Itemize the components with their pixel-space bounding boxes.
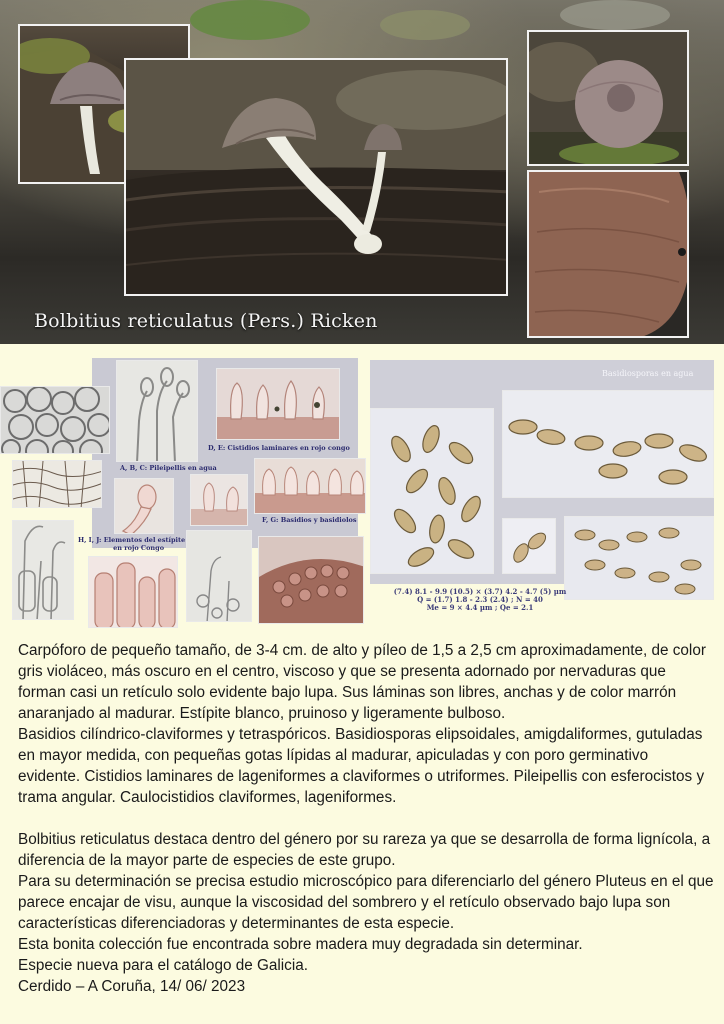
spore-measurements xyxy=(374,588,586,612)
micro-photo-cheilocystidia-e xyxy=(114,478,174,534)
background-foliage xyxy=(190,0,310,40)
paragraph-habitat: Esta bonita colección fue encontrada sobre madera muy degradada sin determinar. xyxy=(18,936,583,953)
micro-photo-pileipellis-c xyxy=(12,460,102,508)
species-description xyxy=(18,640,714,997)
caption-basidiosporas: Basidiosporas en agua xyxy=(602,369,694,378)
background-foliage xyxy=(560,0,670,30)
location-date: Cerdido – A Coruña, 14/ 06/ 2023 xyxy=(18,978,246,995)
caption-f-g: F, G: Basidios y basidiolos xyxy=(262,516,357,524)
micro-photo-stipe-h xyxy=(12,520,74,620)
caption-a-b-c: A, B, C: Pileipellis en agua xyxy=(120,464,217,472)
caption-h-i-j-line1: H, I, J: Elementos del estípite xyxy=(78,536,186,544)
paragraph-determination: Para su determinación se precisa estudio microscópico para diferenciarlo del género Pluteus en el que parece encajar de visu, aunque la viscosidad del sombrero y el retículo observado bajo lupa son características diferenciadoras y determinantes de esta especie. xyxy=(18,873,714,932)
micro-photo-spores-small xyxy=(502,518,556,574)
photo-main-mushrooms xyxy=(124,58,508,296)
caption-h-i-j xyxy=(78,536,185,552)
photo-cap-surface-closeup xyxy=(527,170,689,338)
spore-stats-line2: Q = (1.7) 1.8 - 2.3 (2.4) ; N = 40 xyxy=(417,595,543,604)
paragraph-rarity: Bolbitius reticulatus destaca dentro del género por su rareza ya que se desarrolla de forma lignícola, a diferencia de la mayor parte de especies de este grupo. xyxy=(18,831,711,869)
paragraph-microscopy: Basidios cilíndrico-claviformes y tetraspóricos. Basidiosporas elipsoidales, amigdaliformes, gutuladas en mayor medida, con pequeñas gotas lípidas al madurar, apiculadas y con poro germinativo evidente. Cistidios laminares de lageniformes a claviformes o utriformes. Pileipellis con esferocistos y trama angular. Caulocistidios claviformes, lageniformes. xyxy=(18,726,705,806)
spore-stats-line3: Me = 9 × 4.4 µm ; Qe = 2.1 xyxy=(426,603,534,612)
caption-h-i-j-line2: en rojo Congo xyxy=(113,544,165,552)
micro-photo-cheilocystidia-e2 xyxy=(190,474,248,526)
micro-photo-pileipellis-b xyxy=(116,360,198,462)
paragraph-macroscopy: Carpóforo de pequeño tamaño, de 3-4 cm. de alto y píleo de 1,5 a 2,5 cm aproximadamente, de color gris violáceo, más oscuro en el centro, viscoso y que se presenta adornado por nervaduras que forman casi un retículo solo evidente bajo lupa. Sus láminas son libres, anchas y de color marrón anaranjado al madurar. Estípite blanco, pruinoso y ligeramente bulboso. xyxy=(18,642,706,722)
caption-d-e: D, E: Cistidios laminares en rojo congo xyxy=(208,444,350,452)
photo-cap-top-view xyxy=(527,30,689,166)
micro-photo-spores-large xyxy=(370,408,494,574)
micro-photo-stipe-j xyxy=(186,530,252,622)
micro-photo-pileipellis-a xyxy=(0,386,110,454)
micro-photo-spores-cluster xyxy=(564,516,714,600)
paragraph-new-record: Especie nueva para el catálogo de Galicia. xyxy=(18,957,308,974)
spore-stats-line1: (7.4) 8.1 - 9.9 (10.5) × (3.7) 4.2 - 4.7 (5) µm xyxy=(393,587,567,596)
micro-photo-cheilocystidia-d xyxy=(216,368,340,440)
species-title: Bolbitius reticulatus (Pers.) Ricken xyxy=(34,310,378,332)
microscopy-panel xyxy=(0,350,724,630)
micro-photo-spores-row xyxy=(502,390,714,498)
micro-photo-basidia-g xyxy=(258,536,364,624)
micro-photo-stipe-i xyxy=(88,556,178,628)
background-foliage xyxy=(380,10,470,40)
photo-banner xyxy=(0,0,724,344)
micro-photo-basidia-f xyxy=(254,458,366,514)
